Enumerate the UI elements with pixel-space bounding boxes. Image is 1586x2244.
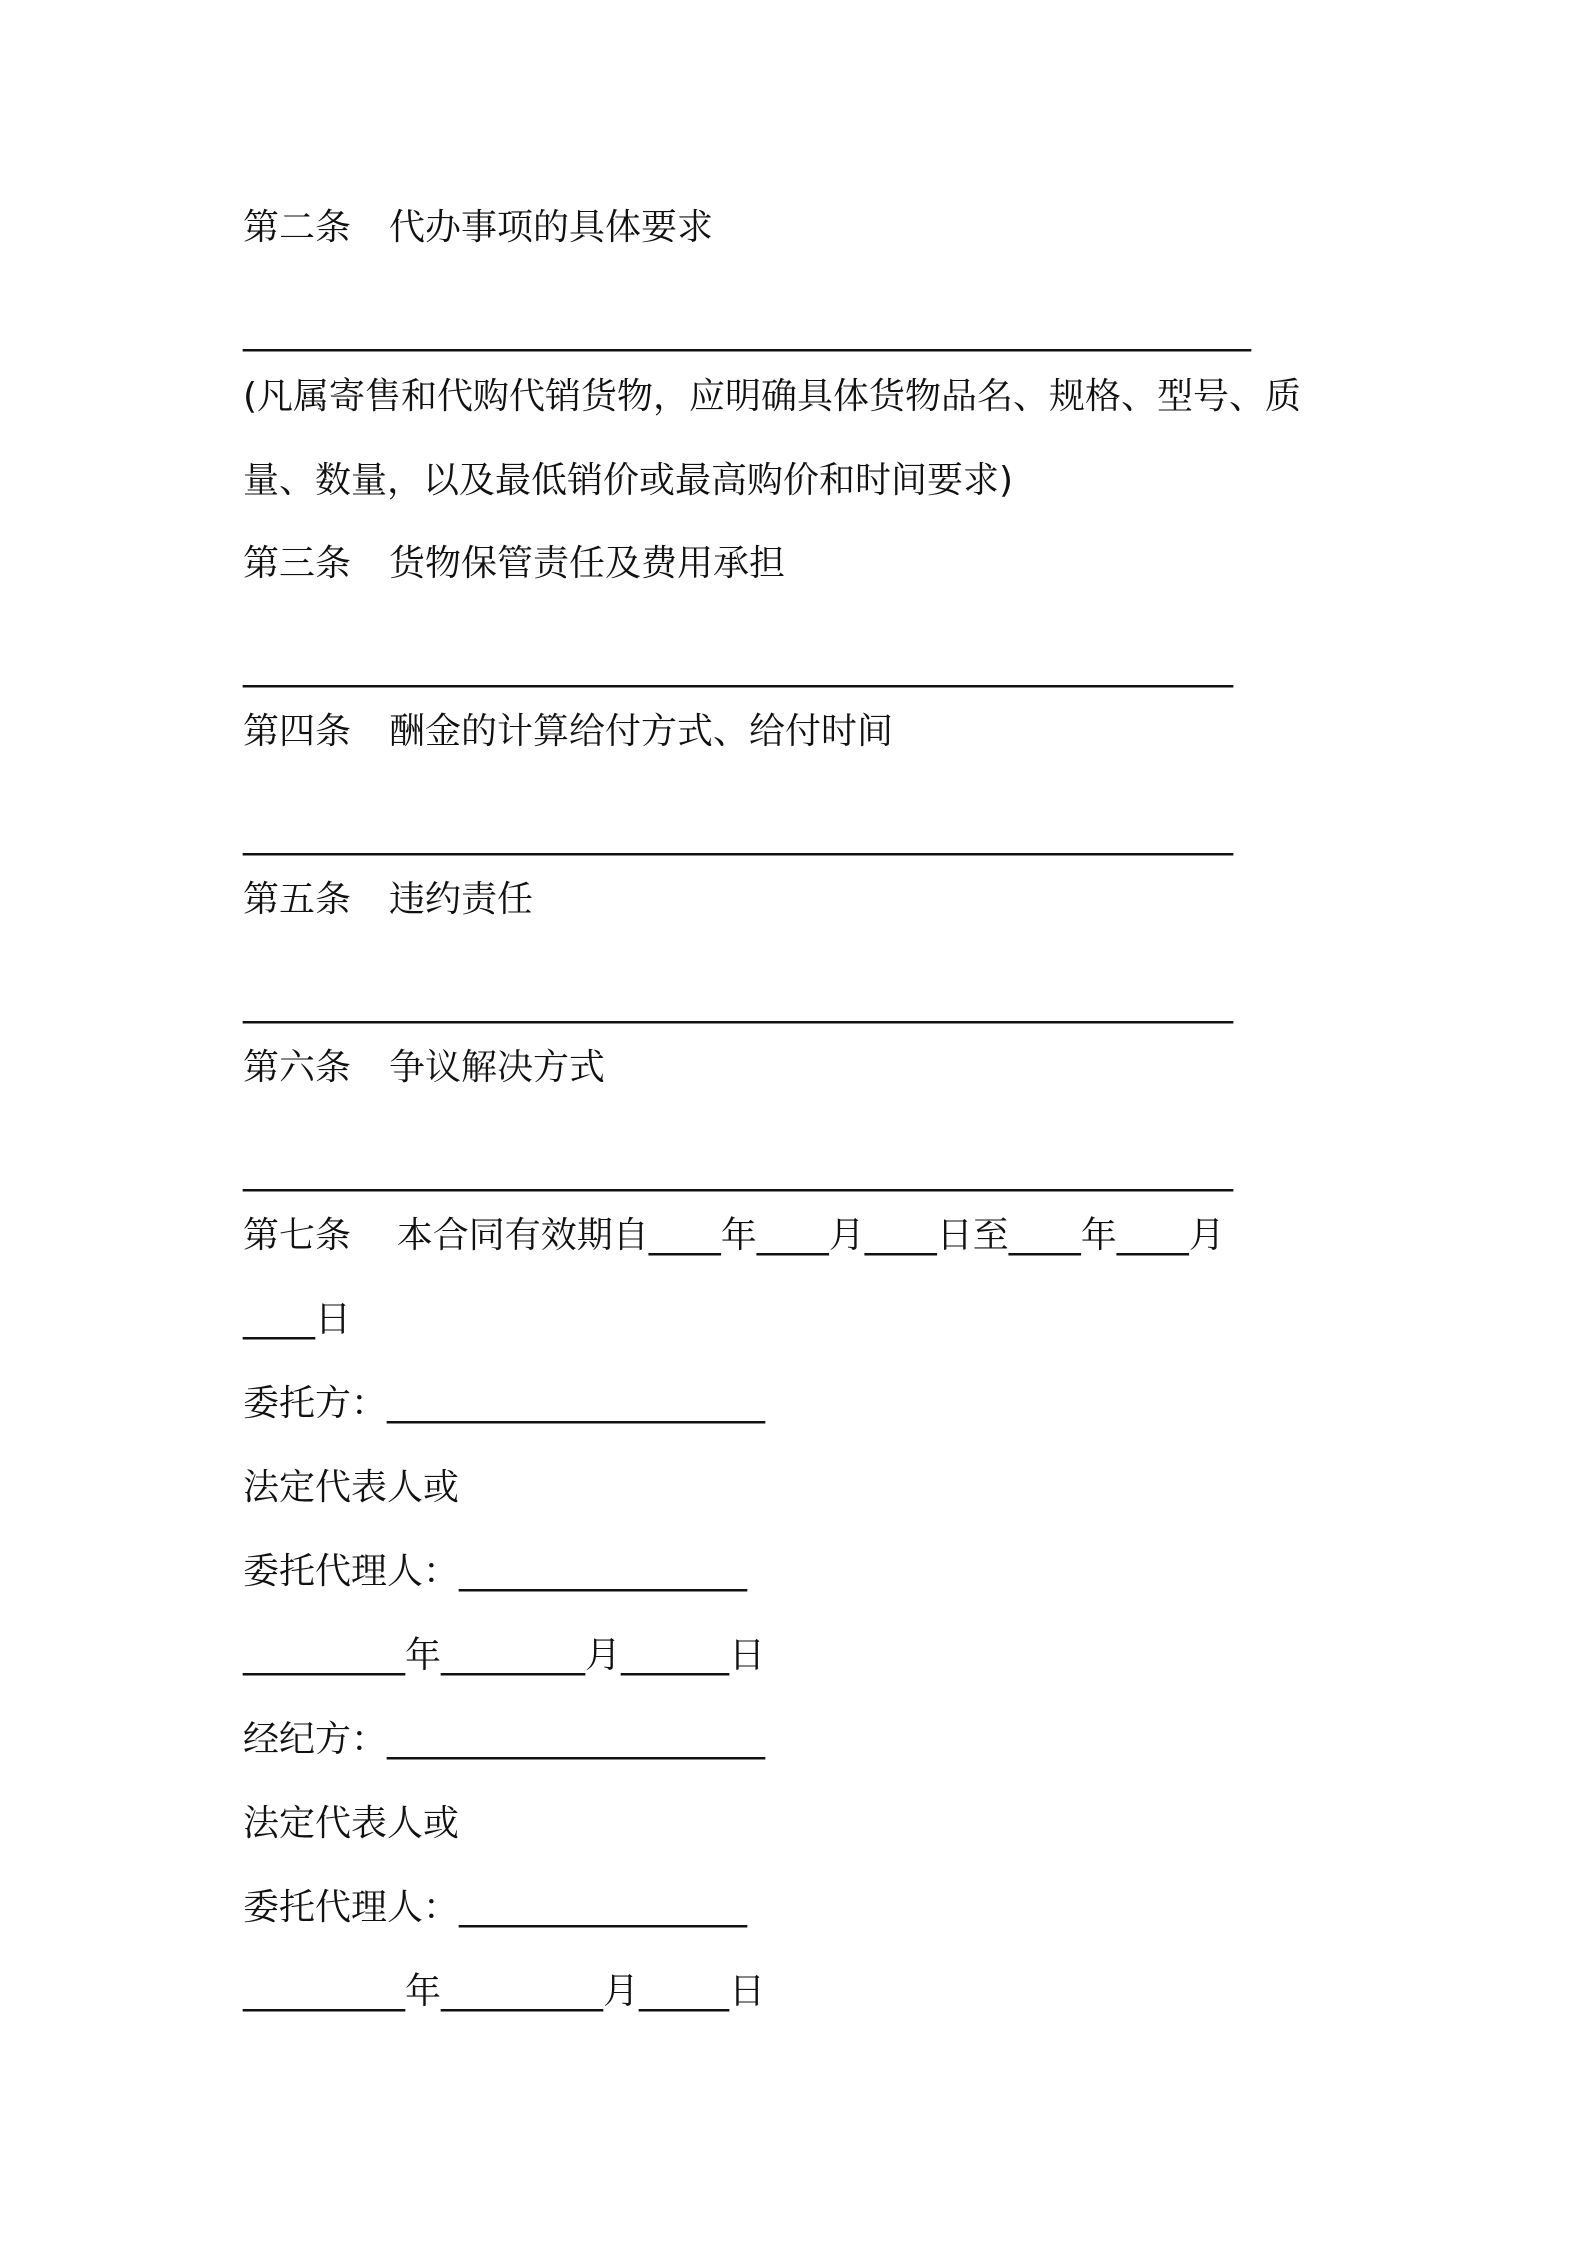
broker-rep-label: 法定代表人或: [243, 1803, 460, 1844]
article-3-heading: [243, 539, 785, 589]
article-4-heading: [243, 707, 893, 757]
article-2-title: 代办事项的具体要求: [389, 207, 714, 248]
article-5-blank: _______________________________________________________: [243, 983, 1233, 1024]
article-2-label: 第二条: [243, 207, 352, 248]
article-6-title: 争议解决方式: [389, 1047, 606, 1088]
broker-party-field: 经纪方：_____________________: [243, 1719, 766, 1760]
article-7-line-2: ____日: [243, 1299, 352, 1340]
article-3-title: 货物保管责任及费用承担: [389, 543, 786, 584]
article-6-label: 第六条: [243, 1047, 352, 1088]
article-2-note: (凡属寄售和代购代销货物，应明确具体货物品名、规格、型号、质量、数量，以及最低销价或最高购价和时间要求): [243, 376, 1302, 501]
article-7-line-1: 第七条 本合同有效期自____年____月____日至____年____月: [243, 1215, 1225, 1256]
client-date-field: _________年________月______日: [243, 1635, 765, 1676]
client-agent-field: 委托代理人：________________: [243, 1551, 748, 1592]
article-3-label: 第三条: [243, 543, 352, 584]
article-2-heading: [243, 203, 713, 253]
article-6-blank: _______________________________________________________: [243, 1151, 1233, 1192]
article-5-label: 第五条: [243, 879, 352, 920]
article-4-label: 第四条: [243, 711, 352, 752]
article-5-title: 违约责任: [389, 879, 534, 920]
article-2-blank: ________________________________________________________: [243, 311, 1251, 352]
broker-agent-field: 委托代理人：________________: [243, 1887, 748, 1928]
broker-date-field: _________年_________月_____日: [243, 1971, 765, 2012]
article-3-blank: _______________________________________________________: [243, 647, 1233, 688]
client-party-field: 委托方：_____________________: [243, 1383, 766, 1424]
article-5-heading: [243, 875, 533, 925]
client-rep-label: 法定代表人或: [243, 1467, 460, 1508]
article-4-blank: _______________________________________________________: [243, 815, 1233, 856]
article-6-heading: [243, 1043, 605, 1093]
article-4-title: 酬金的计算给付方式、给付时间: [389, 711, 894, 752]
